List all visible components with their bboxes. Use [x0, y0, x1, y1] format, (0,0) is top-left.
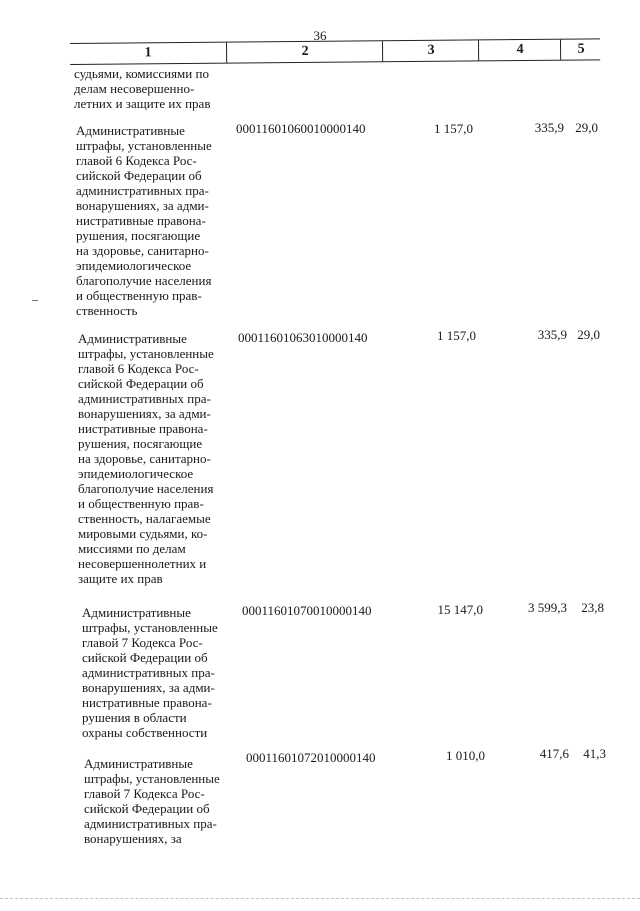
row-name: Административные штрафы, установленные главой 6 Кодекса Рос- сийской Федерации об административных пра- вонарушениях, за адми- нистративные правона- рушения, посягающие на здоровье, санитарно- эпидемиологическое благополучие населения и общественную прав- ственность	[76, 123, 212, 318]
margin-mark	[32, 300, 38, 301]
header-col-4: 4	[478, 40, 561, 61]
row-code: 00011601070010000140	[242, 603, 372, 618]
header-col-2: 2	[226, 41, 383, 62]
row-name: Административные штрафы, установленные главой 7 Кодекса Рос- сийской Федерации об административных пра- вонарушениях, за	[84, 756, 220, 846]
page-number: 36	[313, 28, 327, 43]
header-col-1: 1	[144, 45, 152, 61]
header-col-3: 3	[382, 40, 479, 61]
row-name: судьями, комиссиями по делам несовершенно- летних и защите их прав	[74, 66, 211, 111]
row-value-col4: 417,6	[539, 746, 569, 761]
row-value-col3: 15 147,0	[437, 602, 483, 617]
table-header	[70, 38, 600, 65]
row-code: 00011601060010000140	[236, 121, 366, 136]
row-value-col3: 1 010,0	[446, 748, 485, 763]
row-value-col3: 1 157,0	[434, 121, 473, 136]
row-value-col3: 1 157,0	[437, 328, 476, 343]
row-value-col5: 23,8	[581, 600, 604, 615]
row-value-col5: 41,3	[583, 746, 606, 761]
row-name: Административные штрафы, установленные главой 6 Кодекса Рос- сийской Федерации об административных пра- вонарушениях, за адми- нистративные правона- рушения, посягающие на здоровье, санитарно- эпидемиологическое благополучие населения и общественную прав- ственность, налагаемые мировыми судьями, ко- миссиями по делам несовершеннолетних и защите их прав	[78, 331, 214, 586]
row-value-col5: 29,0	[577, 327, 600, 342]
row-code: 00011601072010000140	[246, 750, 376, 765]
row-value-col4: 3 599,3	[528, 600, 567, 615]
row-value-col4: 335,9	[537, 327, 567, 342]
scan-edge-line	[0, 898, 640, 899]
row-value-col5: 29,0	[575, 120, 598, 135]
row-value-col4: 335,9	[534, 120, 564, 135]
header-col-5: 5	[560, 39, 601, 59]
row-name: Административные штрафы, установленные главой 7 Кодекса Рос- сийской Федерации об административных пра- вонарушениях, за адми- нистративные правона- рушения в области охраны собственности	[82, 605, 218, 740]
row-code: 00011601063010000140	[238, 330, 368, 345]
